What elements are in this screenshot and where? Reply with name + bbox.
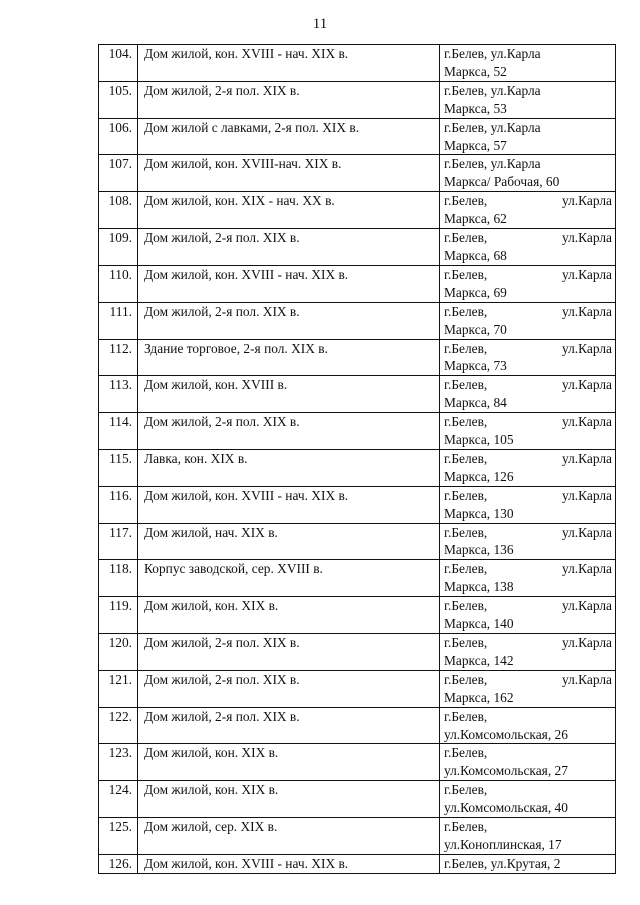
object-address <box>440 818 616 855</box>
object-description: Дом жилой, кон. XIX - нач. XX в. <box>138 192 440 229</box>
address-city: г.Белев, <box>444 340 488 356</box>
table-row <box>99 486 616 523</box>
address-city: г.Белев, <box>444 598 488 614</box>
object-address <box>440 597 616 634</box>
address-line-2: Маркса, 142 <box>444 652 514 668</box>
row-number: 112. <box>99 339 138 376</box>
row-number: 125. <box>99 818 138 855</box>
table-row <box>99 155 616 192</box>
row-number: 122. <box>99 707 138 744</box>
address-line-1: г.Белев, ул.Карла <box>444 46 541 61</box>
address-line-1 <box>444 229 612 247</box>
address-city: г.Белев, <box>444 266 488 282</box>
object-address <box>440 413 616 450</box>
object-address <box>440 670 616 707</box>
address-line-1 <box>444 597 612 615</box>
address-line-1: г.Белев, <box>444 708 488 724</box>
address-street: ул.Карла <box>562 671 612 687</box>
object-address <box>440 81 616 118</box>
address-line-2: Маркса, 162 <box>444 689 514 705</box>
address-line-2: Маркса/ Рабочая, 60 <box>444 174 560 190</box>
object-description: Дом жилой, 2-я пол. XIX в. <box>138 229 440 266</box>
address-line-1: г.Белев, <box>444 819 488 835</box>
address-line-1 <box>444 634 612 652</box>
row-number: 117. <box>99 523 138 560</box>
row-number: 123. <box>99 744 138 781</box>
row-number: 118. <box>99 560 138 597</box>
table-row <box>99 818 616 855</box>
address-line-1: г.Белев, ул.Карла <box>444 82 541 98</box>
address-line-1 <box>444 450 612 468</box>
row-number: 121. <box>99 670 138 707</box>
row-number: 124. <box>99 781 138 818</box>
address-street: ул.Карла <box>562 414 612 430</box>
object-description: Дом жилой, кон. XIX в. <box>138 744 440 781</box>
address-line-2: Маркса, 84 <box>444 395 507 411</box>
address-city: г.Белев, <box>444 561 488 577</box>
object-description: Корпус заводской, сер. XVIII в. <box>138 560 440 597</box>
row-number: 106. <box>99 118 138 155</box>
object-description: Дом жилой, 2-я пол. XIX в. <box>138 302 440 339</box>
table-row <box>99 707 616 744</box>
address-line-1 <box>444 266 612 284</box>
address-line-1 <box>444 376 612 394</box>
address-street: ул.Карла <box>562 561 612 577</box>
object-address <box>440 339 616 376</box>
table-row <box>99 265 616 302</box>
address-city: г.Белев, <box>444 524 488 540</box>
address-line-2: Маркса, 130 <box>444 505 514 521</box>
table-row <box>99 854 616 873</box>
address-line-1: г.Белев, ул.Крутая, 2 <box>444 855 561 871</box>
address-line-2: Маркса, 62 <box>444 211 507 227</box>
table-row <box>99 229 616 266</box>
table-row <box>99 744 616 781</box>
row-number: 104. <box>99 45 138 82</box>
address-street: ул.Карла <box>562 303 612 319</box>
address-city: г.Белев, <box>444 450 488 466</box>
object-address <box>440 523 616 560</box>
address-line-2: Маркса, 140 <box>444 616 514 632</box>
object-description: Дом жилой, кон. XVIII - нач. XIX в. <box>138 45 440 82</box>
object-description: Дом жилой, кон. XVIII - нач. XIX в. <box>138 854 440 873</box>
address-line-2: Маркса, 52 <box>444 63 507 79</box>
object-description: Дом жилой, 2-я пол. XIX в. <box>138 81 440 118</box>
object-description: Дом жилой, кон. XVIII-нач. XIX в. <box>138 155 440 192</box>
address-street: ул.Карла <box>562 193 612 209</box>
row-number: 105. <box>99 81 138 118</box>
address-street: ул.Карла <box>562 340 612 356</box>
object-description: Дом жилой, кон. XVIII - нач. XIX в. <box>138 265 440 302</box>
address-street: ул.Карла <box>562 524 612 540</box>
table-row <box>99 523 616 560</box>
address-street: ул.Карла <box>562 450 612 466</box>
address-city: г.Белев, <box>444 303 488 319</box>
address-line-1 <box>444 413 612 431</box>
table-row <box>99 449 616 486</box>
address-city: г.Белев, <box>444 635 488 650</box>
address-line-2: Маркса, 53 <box>444 100 507 116</box>
object-description: Дом жилой, 2-я пол. XIX в. <box>138 707 440 744</box>
address-line-2: Маркса, 68 <box>444 247 507 263</box>
object-description: Лавка, кон. XIX в. <box>138 449 440 486</box>
object-description: Дом жилой, 2-я пол. XIX в. <box>138 670 440 707</box>
table-row <box>99 670 616 707</box>
object-description: Дом жилой, 2-я пол. XIX в. <box>138 634 440 671</box>
address-city: г.Белев, <box>444 377 488 393</box>
row-number: 107. <box>99 155 138 192</box>
row-number: 116. <box>99 486 138 523</box>
object-description: Дом жилой, кон. XVIII в. <box>138 376 440 413</box>
address-line-2: Маркса, 138 <box>444 579 514 595</box>
address-city: г.Белев, <box>444 414 488 430</box>
object-address <box>440 486 616 523</box>
object-address <box>440 45 616 82</box>
row-number: 109. <box>99 229 138 266</box>
address-city: г.Белев, <box>444 671 488 687</box>
row-number: 119. <box>99 597 138 634</box>
object-address <box>440 854 616 873</box>
object-description: Дом жилой, сер. XIX в. <box>138 818 440 855</box>
table-body <box>99 45 616 874</box>
object-description: Дом жилой, кон. XIX в. <box>138 781 440 818</box>
table-row <box>99 118 616 155</box>
address-street: ул.Карла <box>562 598 612 614</box>
monuments-table <box>98 44 616 874</box>
object-description: Дом жилой, кон. XIX в. <box>138 597 440 634</box>
row-number: 120. <box>99 634 138 671</box>
address-line-2: ул.Коноплинская, 17 <box>444 836 562 852</box>
table-row <box>99 597 616 634</box>
object-address <box>440 634 616 671</box>
address-line-1 <box>444 524 612 542</box>
address-line-1: г.Белев, <box>444 745 488 761</box>
object-address <box>440 744 616 781</box>
table-row <box>99 781 616 818</box>
object-description: Здание торговое, 2-я пол. XIX в. <box>138 339 440 376</box>
table-row <box>99 634 616 671</box>
object-address <box>440 707 616 744</box>
object-address <box>440 155 616 192</box>
row-number: 115. <box>99 449 138 486</box>
address-street: ул.Карла <box>562 230 612 246</box>
row-number: 108. <box>99 192 138 229</box>
table-row <box>99 413 616 450</box>
table-row <box>99 192 616 229</box>
object-description: Дом жилой с лавками, 2-я пол. XIX в. <box>138 118 440 155</box>
object-address <box>440 302 616 339</box>
address-line-2: Маркса, 69 <box>444 284 507 300</box>
address-line-2: Маркса, 105 <box>444 432 514 448</box>
row-number: 111. <box>99 302 138 339</box>
object-description: Дом жилой, нач. XIX в. <box>138 523 440 560</box>
address-line-1 <box>444 560 612 578</box>
address-line-1 <box>444 671 612 689</box>
address-line-1: г.Белев, ул.Карла <box>444 156 541 172</box>
object-address <box>440 229 616 266</box>
object-address <box>440 265 616 302</box>
address-line-2: ул.Комсомольская, 26 <box>444 726 568 742</box>
address-line-1 <box>444 192 612 210</box>
table-row <box>99 339 616 376</box>
address-line-2: ул.Комсомольская, 40 <box>444 800 568 816</box>
address-street: ул.Карла <box>562 377 612 393</box>
address-street: ул.Карла <box>562 266 612 282</box>
object-address <box>440 192 616 229</box>
address-city: г.Белев, <box>444 487 488 503</box>
table-row <box>99 81 616 118</box>
address-line-1: г.Белев, ул.Карла <box>444 119 541 135</box>
table-row <box>99 560 616 597</box>
object-address <box>440 118 616 155</box>
table-row <box>99 45 616 82</box>
address-line-1 <box>444 487 612 505</box>
page-number: 11 <box>312 16 328 32</box>
row-number: 113. <box>99 376 138 413</box>
address-line-2: Маркса, 57 <box>444 137 507 153</box>
address-city: г.Белев, <box>444 230 488 246</box>
address-line-1: г.Белев, <box>444 782 488 798</box>
table-row <box>99 376 616 413</box>
address-street: ул.Карла <box>562 635 612 650</box>
address-line-2: ул.Комсомольская, 27 <box>444 763 568 779</box>
address-city: г.Белев, <box>444 193 488 209</box>
table-row <box>99 302 616 339</box>
row-number: 110. <box>99 265 138 302</box>
address-line-2: Маркса, 70 <box>444 321 507 337</box>
address-line-2: Маркса, 73 <box>444 358 507 374</box>
object-address <box>440 781 616 818</box>
address-line-2: Маркса, 136 <box>444 542 514 558</box>
address-line-1 <box>444 303 612 321</box>
object-address <box>440 560 616 597</box>
address-line-2: Маркса, 126 <box>444 468 514 484</box>
object-address <box>440 376 616 413</box>
object-description: Дом жилой, 2-я пол. XIX в. <box>138 413 440 450</box>
address-street: ул.Карла <box>562 487 612 503</box>
row-number: 114. <box>99 413 138 450</box>
address-line-1 <box>444 340 612 358</box>
row-number: 126. <box>99 854 138 873</box>
object-address <box>440 449 616 486</box>
object-description: Дом жилой, кон. XVIII - нач. XIX в. <box>138 486 440 523</box>
